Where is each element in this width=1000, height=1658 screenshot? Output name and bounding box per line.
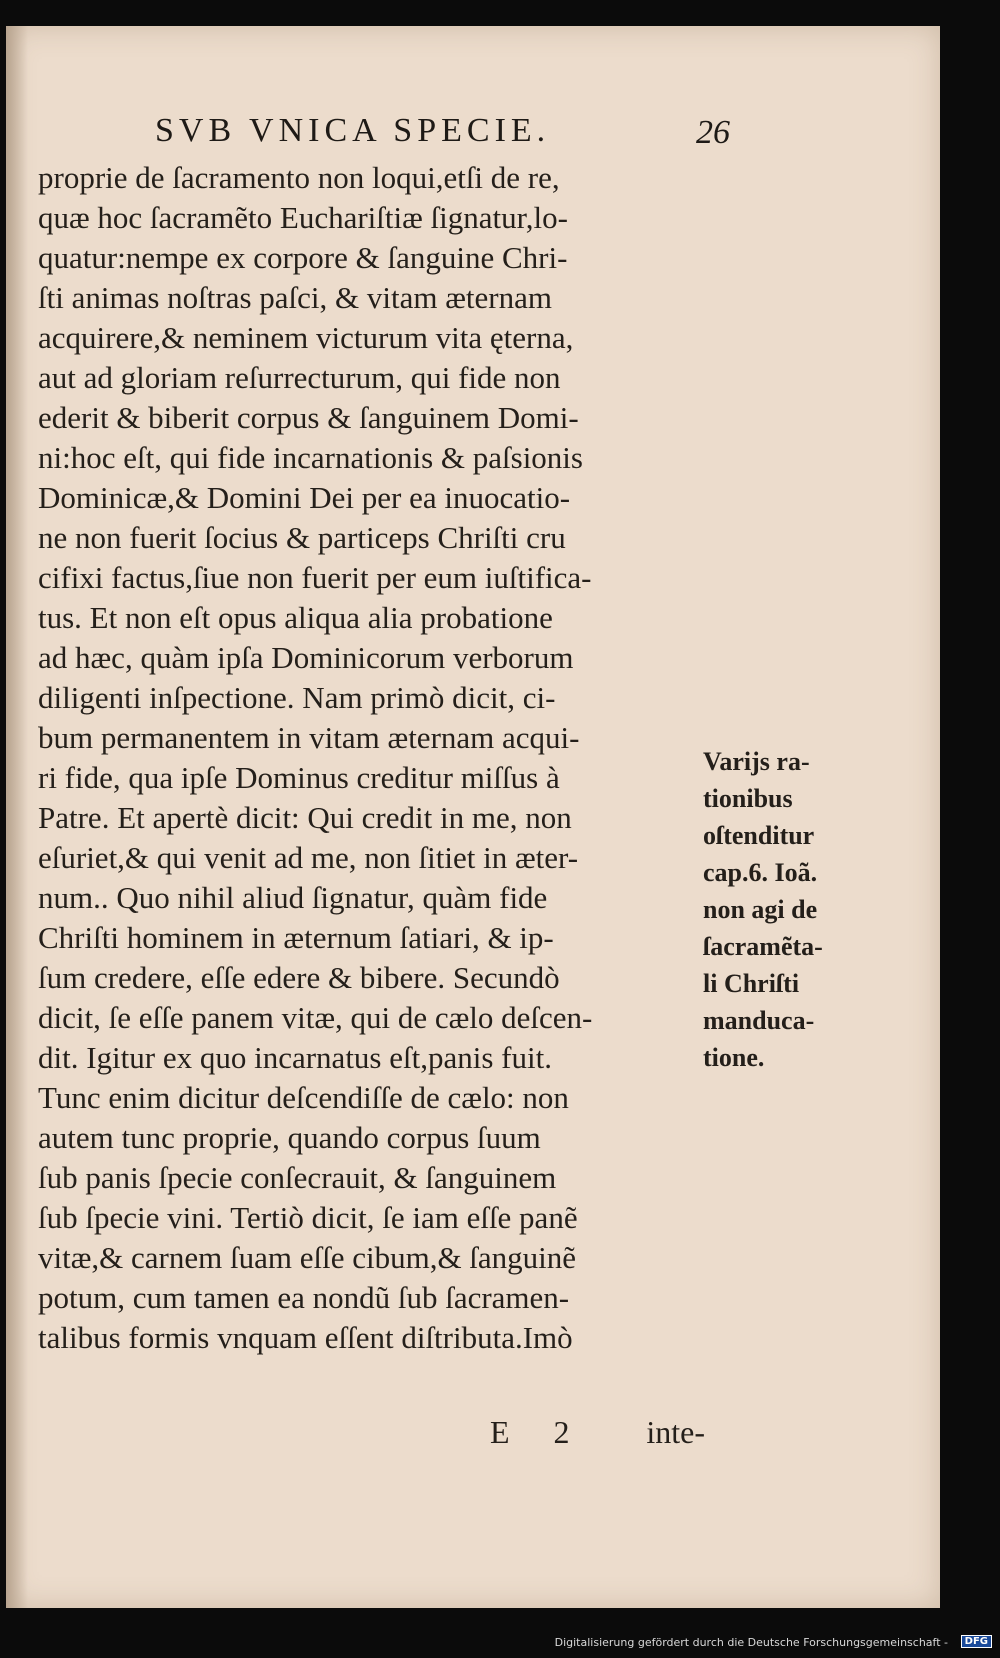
text-line: ſub ſpecie vini. Tertiò dicit, ſe iam eſſe panẽ [38, 1200, 578, 1235]
main-text-block [38, 158, 703, 1358]
marginal-note-line: ſacramẽta- [703, 932, 823, 961]
text-line: quatur:nempe ex corpore & ſanguine Chri- [38, 240, 568, 275]
text-line: diligenti inſpectione. Nam primò dicit, ci- [38, 680, 556, 715]
text-line: potum, cum tamen ea nondũ ſub ſacramen- [38, 1280, 570, 1315]
page-footer [40, 1414, 705, 1454]
page-header [40, 112, 730, 162]
dfg-logo: DFG [961, 1635, 992, 1648]
marginal-note-line: cap.6. Ioã. [703, 858, 818, 887]
marginal-note-line: non agi de [703, 895, 818, 924]
page-gutter-shadow [6, 26, 28, 1608]
text-line: dit. Igitur ex quo incarnatus eſt,panis fuit. [38, 1040, 552, 1075]
text-line: ſti animas noſtras paſci, & vitam æternam [38, 280, 552, 315]
text-line: vitæ,& carnem ſuam eſſe cibum,& ſanguinẽ [38, 1240, 577, 1275]
text-line: tus. Et non eſt opus aliqua alia probatione [38, 600, 553, 635]
text-line: eſuriet,& qui venit ad me, non ſitiet in æter- [38, 840, 579, 875]
text-line: quæ hoc ſacramẽto Euchariſtiæ ſignatur,lo- [38, 200, 568, 235]
catchword: inte- [646, 1414, 705, 1450]
text-line: talibus formis vnquam eſſent diſtributa.Imò [38, 1320, 573, 1355]
page-number: 26 [696, 114, 730, 151]
text-line: Tunc enim dicitur deſcendiſſe de cælo: non [38, 1080, 569, 1115]
text-line: ederit & biberit corpus & ſanguinem Domi- [38, 400, 579, 435]
marginal-note-line: li Chriſti [703, 969, 800, 998]
text-line: ri fide, qua ipſe Dominus creditur miſſus à [38, 760, 560, 795]
text-line: proprie de ſacramento non loqui,etſi de re, [38, 160, 560, 195]
running-title: SVB VNICA SPECIE. [155, 112, 551, 149]
signature-mark: E 2 [490, 1414, 588, 1450]
text-line: cifixi factus,ſiue non fuerit per eum iuſtifica- [38, 560, 592, 595]
text-line: ad hæc, quàm ipſa Dominicorum verborum [38, 640, 574, 675]
marginal-note-line: manduca- [703, 1006, 815, 1035]
digitization-credit: Digitalisierung gefördert durch die Deutsche Forschungsgemeinschaft - [554, 1636, 948, 1649]
text-line: autem tunc proprie, quando corpus ſuum [38, 1120, 541, 1155]
text-line: num.. Quo nihil aliud ſignatur, quàm fide [38, 880, 548, 915]
text-line: Dominicæ,& Domini Dei per ea inuocatio- [38, 480, 571, 515]
text-line: acquirere,& neminem victurum vita ęterna, [38, 320, 574, 355]
text-line: ne non fuerit ſocius & particeps Chriſti cru [38, 520, 566, 555]
text-line: ſum credere, eſſe edere & bibere. Secundò [38, 960, 560, 995]
marginal-note-line: oſtenditur [703, 821, 815, 850]
marginal-note-line: tione. [703, 1043, 765, 1072]
text-line: ſub panis ſpecie conſecrauit, & ſanguinem [38, 1160, 557, 1195]
text-line: aut ad gloriam reſurrecturum, qui fide non [38, 360, 561, 395]
text-line: dicit, ſe eſſe panem vitæ, qui de cælo deſcen- [38, 1000, 593, 1035]
text-line: ni:hoc eſt, qui fide incarnationis & paſsionis [38, 440, 583, 475]
marginal-note-line: tionibus [703, 784, 793, 813]
text-line: Chriſti hominem in æternum ſatiari, & ip- [38, 920, 554, 955]
marginal-note-line: Varijs ra- [703, 747, 810, 776]
text-line: Patre. Et apertè dicit: Qui credit in me, non [38, 800, 572, 835]
text-line: bum permanentem in vitam æternam acqui- [38, 720, 580, 755]
marginal-note [703, 743, 863, 1076]
